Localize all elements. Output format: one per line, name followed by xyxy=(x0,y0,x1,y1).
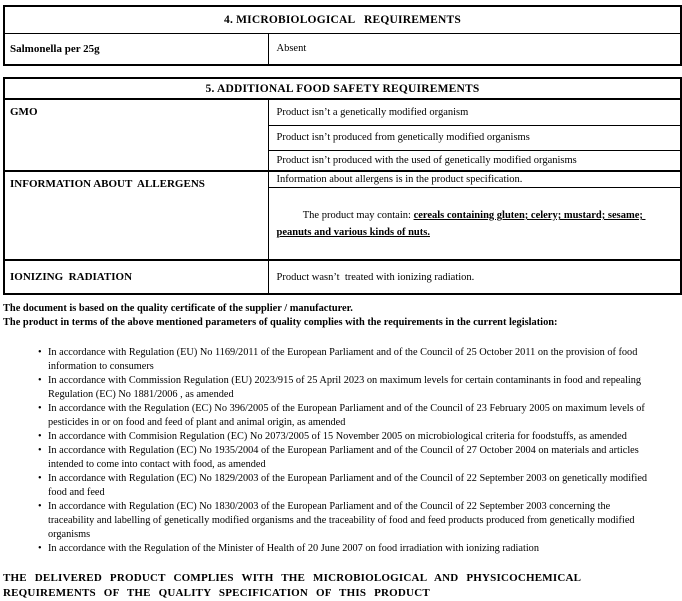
gmo-label: GMO xyxy=(4,99,268,171)
regulation-item: • In accordance with Commission Regulation (EU) 2023/915 of 25 April 2023 on maximum levels for certain contaminants in food and repealing Regulation (EC) No 1881/2006 , as amended xyxy=(3,374,651,402)
allergens-list-emphasis: cereals containing gluten; celery; mustard; sesame; peanuts and various kinds of nuts. xyxy=(276,210,646,238)
allergens-value-2 xyxy=(268,188,681,261)
section-4-title: 4. MICROBIOLOGICAL REQUIREMENTS xyxy=(4,6,681,33)
table-row xyxy=(4,171,681,188)
regulation-item: • In accordance with Regulation (EC) No 1935/2004 of the European Parliament and of the Council of 27 October 2004 on materials and articles intended to come into contact with food, as amended xyxy=(3,444,651,472)
ionizing-radiation-value: Product wasn’t treated with ionizing radiation. xyxy=(268,260,681,294)
regulation-item: • In accordance with Regulation (EC) No 1830/2003 of the European Parliament and of the Council of 22 September 2003 concerning the traceability and labelling of genetically modified organisms and the traceability of food and feed products produced from genetically modified organisms xyxy=(3,500,651,542)
statement-document-basis: The document is based on the quality certificate of the supplier / manufacturer. xyxy=(3,303,353,314)
conclusion-statement xyxy=(3,571,680,601)
allergens-value-1: Information about allergens is in the product specification. xyxy=(268,171,681,188)
regulation-item: • In accordance with the Regulation of the Minister of Health of 20 June 2007 on food irradiation with ionizing radiation xyxy=(3,542,651,556)
statement-compliance-legislation: The product in terms of the above mentioned parameters of quality complies with the requirements in the current legislation: xyxy=(3,316,558,328)
section-5-title: 5. ADDITIONAL FOOD SAFETY REQUIREMENTS xyxy=(4,78,681,99)
ionizing-radiation-label: IONIZING RADIATION xyxy=(4,260,268,294)
table-row xyxy=(4,99,681,125)
conclusion-line-1: THE DELIVERED PRODUCT COMPLIES WITH THE MICROBIOLOGICAL AND PHYSICOCHEMICAL xyxy=(3,572,582,584)
additional-food-safety-table xyxy=(3,77,682,295)
conclusion-line-2: REQUIREMENTS OF THE QUALITY SPECIFICATION OF THIS PRODUCT xyxy=(3,587,430,599)
regulation-item: • In accordance with Commision Regulation (EC) No 2073/2005 of 15 November 2005 on microbiological criteria for foodstuffs, as amended xyxy=(3,430,651,444)
gmo-value-2: Product isn’t produced from genetically modified organisms xyxy=(268,125,681,150)
table-row xyxy=(4,33,681,65)
table-row xyxy=(4,260,681,294)
regulation-item: • In accordance with Regulation (EU) No 1169/2011 of the European Parliament and of the Council of 25 October 2011 on the provision of food information to consumers xyxy=(3,346,651,374)
regulation-item: • In accordance with Regulation (EC) No 1829/2003 of the European Parliament and of the Council of 22 September 2003 on genetically modified food and feed xyxy=(3,472,651,500)
allergens-may-contain-prefix: The product may contain: xyxy=(302,210,414,221)
allergens-label: INFORMATION ABOUT ALLERGENS xyxy=(4,171,268,260)
microbiological-requirements-table xyxy=(3,5,682,66)
regulations-list xyxy=(3,346,651,556)
regulation-item: • In accordance with the Regulation (EC) No 396/2005 of the European Parliament and of the Council of 23 February 2005 on maximum levels of pesticides in or on food and feed of plant and animal origin, as amended xyxy=(3,402,651,430)
parameter-salmonella-label: Salmonella per 25g xyxy=(4,33,268,65)
gmo-value-1: Product isn’t a genetically modified organism xyxy=(268,99,681,125)
parameter-salmonella-value: Absent xyxy=(268,33,681,65)
gmo-value-3: Product isn’t produced with the used of genetically modified organisms xyxy=(268,150,681,171)
